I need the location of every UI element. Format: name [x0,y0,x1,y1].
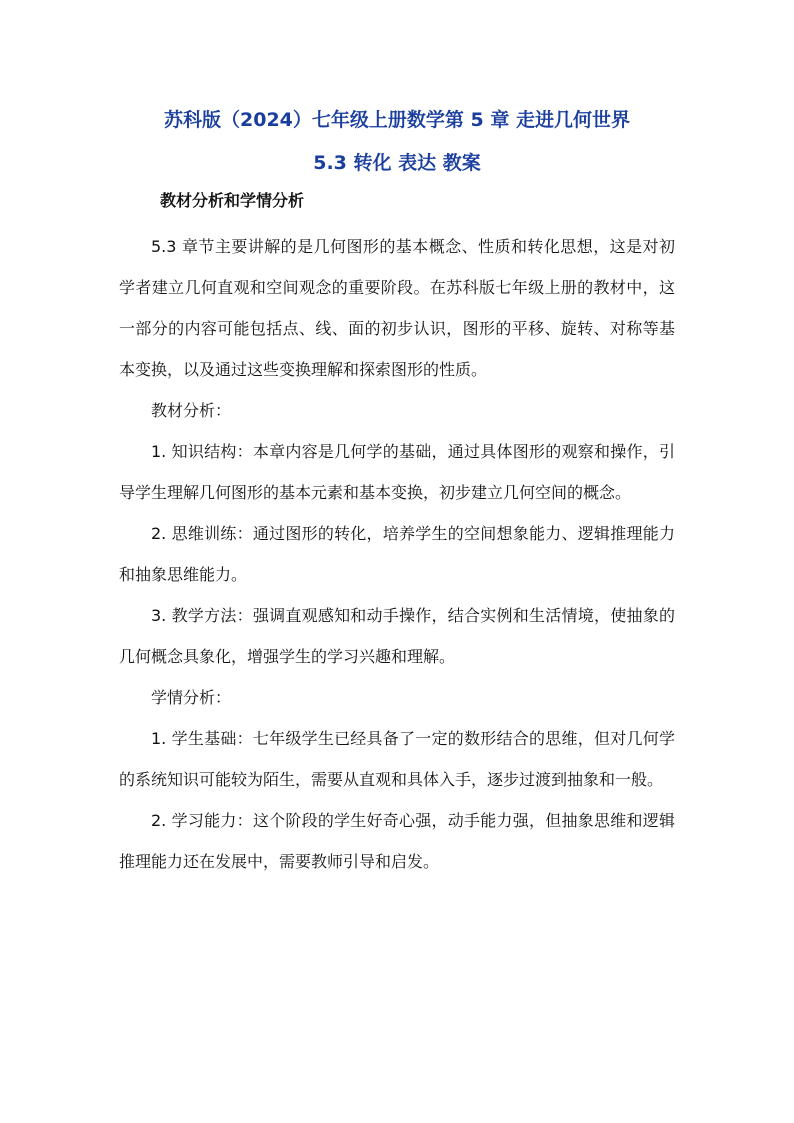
list-item-knowledge-structure: 1. 知识结构：本章内容是几何学的基础，通过具体图形的观察和操作，引导学生理解几何图形的基本元素和基本变换，初步建立几何空间的概念。 [119,442,675,502]
document-body [119,226,675,882]
document-title: 苏科版（2024）七年级上册数学第 5 章 走进几何世界 [164,109,630,131]
document-subtitle: 5.3 转化 表达 教案 [313,152,481,174]
intro-paragraph: 5.3 章节主要讲解的是几何图形的基本概念、性质和转化思想，这是对初学者建立几何直观和空间观念的重要阶段。在苏科版七年级上册的教材中，这一部分的内容可能包括点、线、面的初步认识，图形的平移、旋转、对称等基本变换，以及通过这些变换理解和探索图形的性质。 [119,237,675,379]
list-item-thinking-training: 2. 思维训练：通过图形的转化，培养学生的空间想象能力、逻辑推理能力和抽象思维能力。 [119,524,675,584]
subsection-heading-student-analysis: 学情分析： [151,688,232,707]
list-item-teaching-method: 3. 教学方法：强调直观感知和动手操作，结合实例和生活情境，使抽象的几何概念具象化，增强学生的学习兴趣和理解。 [119,606,675,666]
list-item-student-foundation: 1. 学生基础：七年级学生已经具备了一定的数形结合的思维，但对几何学的系统知识可能较为陌生，需要从直观和具体入手，逐步过渡到抽象和一般。 [119,729,675,789]
section-heading: 教材分析和学情分析 [160,191,305,210]
list-item-learning-ability: 2. 学习能力：这个阶段的学生好奇心强，动手能力强，但抽象思维和逻辑推理能力还在发展中，需要教师引导和启发。 [119,811,675,871]
subsection-heading-textbook-analysis: 教材分析： [151,401,232,420]
